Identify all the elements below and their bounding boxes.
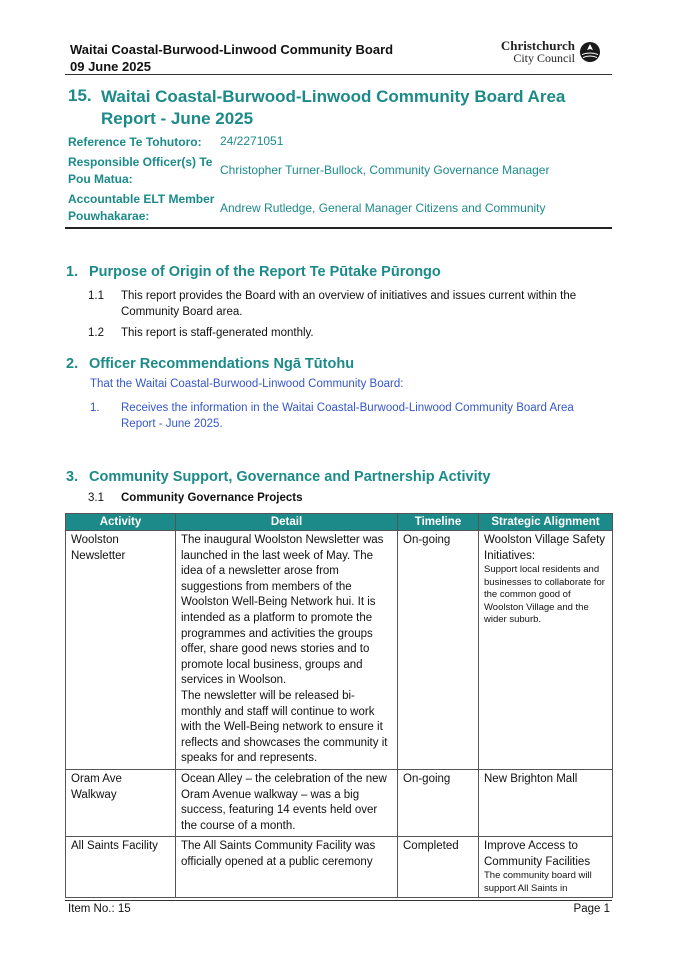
table-row bbox=[66, 531, 613, 770]
item-number: 1. bbox=[90, 402, 100, 414]
detail-paragraph: The newsletter will be released bi-monthly and staff will continue to work with the Well-Being network to ensure it reflects and showcases the community it speaks for and represents. bbox=[181, 689, 388, 765]
header-divider bbox=[65, 74, 612, 75]
cell-timeline: Completed bbox=[398, 837, 479, 898]
subsection-title: Community Governance Projects bbox=[121, 492, 303, 504]
header-board-name: Waitai Coastal-Burwood-Linwood Community Board bbox=[70, 42, 394, 57]
footer-divider bbox=[65, 900, 612, 901]
section-number: 3. bbox=[66, 469, 79, 485]
subsection-number: 3.1 bbox=[88, 492, 104, 504]
footer-page-number: Page 1 bbox=[573, 903, 610, 915]
alignment-title: New Brighton Mall bbox=[484, 772, 578, 785]
section-title: Officer Recommendations Ngā Tūtohu bbox=[89, 356, 355, 372]
detail-paragraph: The inaugural Woolston Newsletter was launched in the last week of May. The idea of a newsletter arose from suggestions from members of the Woolston Well-Being Network hui. It is intended as a platform to promote the programmes and activities the groups offer, share good news stories and to promote local business, groups and services in Woolson. bbox=[181, 534, 384, 687]
item-number: 1.2 bbox=[88, 327, 104, 339]
alignment-note: Support local residents and businesses to collaborate for the common good of Woolston Village and the wider suburb. bbox=[484, 564, 605, 626]
meta-key: Responsible Officer(s) Te Pou Matua: bbox=[68, 155, 213, 186]
table-row bbox=[66, 769, 613, 836]
section-title: Community Support, Governance and Partnership Activity bbox=[89, 469, 491, 485]
alignment-title: Improve Access to Community Facilities bbox=[484, 840, 591, 868]
cell-alignment bbox=[479, 531, 613, 770]
detail-paragraph: Ocean Alley – the celebration of the new Oram Avenue walkway – was a big success, featuring 14 events held over the course of a month. bbox=[181, 772, 387, 832]
cell-detail bbox=[176, 769, 398, 836]
item-text: This report provides the Board with an overview of initiatives and issues current within the Community Board area. bbox=[121, 290, 577, 318]
col-header-detail: Detail bbox=[176, 514, 398, 531]
council-logo-icon bbox=[579, 41, 601, 63]
meta-divider bbox=[65, 227, 612, 229]
alignment-note: The community board will support All Saints in bbox=[484, 870, 592, 894]
cell-activity: All Saints Facility bbox=[66, 837, 176, 898]
footer-item-number: Item No.: 15 bbox=[68, 903, 131, 915]
header-date: 09 June 2025 bbox=[70, 59, 151, 74]
section-title: Purpose of Origin of the Report Te Pūtake Pūrongo bbox=[89, 264, 441, 280]
table-row bbox=[66, 837, 613, 898]
col-header-activity: Activity bbox=[66, 514, 176, 531]
cell-activity: Oram Ave Walkway bbox=[66, 769, 176, 836]
governance-projects-table bbox=[65, 513, 613, 898]
section-number: 2. bbox=[66, 356, 79, 372]
cell-detail bbox=[176, 837, 398, 898]
cell-detail bbox=[176, 531, 398, 770]
meta-key: Accountable ELT Member Pouwhakarae: bbox=[68, 192, 215, 223]
cell-alignment bbox=[479, 769, 613, 836]
cell-activity: Woolston Newsletter bbox=[66, 531, 176, 770]
col-header-timeline: Timeline bbox=[398, 514, 479, 531]
report-number: 15. bbox=[68, 86, 92, 105]
meta-value: Andrew Rutledge, General Manager Citizens and Community bbox=[220, 201, 546, 215]
logo-line-1: Christchurch bbox=[500, 38, 575, 53]
alignment-title: Woolston Village Safety Initiatives: bbox=[484, 534, 606, 562]
council-logo bbox=[501, 40, 597, 64]
cell-alignment bbox=[479, 837, 613, 898]
recommendation-intro: That the Waitai Coastal-Burwood-Linwood Community Board: bbox=[90, 378, 404, 390]
logo-line-2: City Council bbox=[513, 51, 575, 65]
item-text: Receives the information in the Waitai Coastal-Burwood-Linwood Community Board Area Report - June 2025. bbox=[121, 402, 574, 430]
report-title: Waitai Coastal-Burwood-Linwood Community Board Area Report - June 2025 bbox=[101, 87, 566, 128]
meta-key: Reference Te Tohutoro: bbox=[68, 135, 202, 149]
col-header-alignment: Strategic Alignment bbox=[479, 514, 613, 531]
cell-timeline: On-going bbox=[398, 531, 479, 770]
section-number: 1. bbox=[66, 264, 79, 280]
table-header-row bbox=[66, 514, 613, 531]
item-text: This report is staff-generated monthly. bbox=[121, 327, 314, 339]
item-number: 1.1 bbox=[88, 290, 104, 302]
meta-value: 24/2271051 bbox=[220, 134, 284, 148]
detail-paragraph: The All Saints Community Facility was officially opened at a public ceremony bbox=[181, 840, 376, 868]
cell-timeline: On-going bbox=[398, 769, 479, 836]
meta-value: Christopher Turner-Bullock, Community Governance Manager bbox=[220, 163, 550, 177]
